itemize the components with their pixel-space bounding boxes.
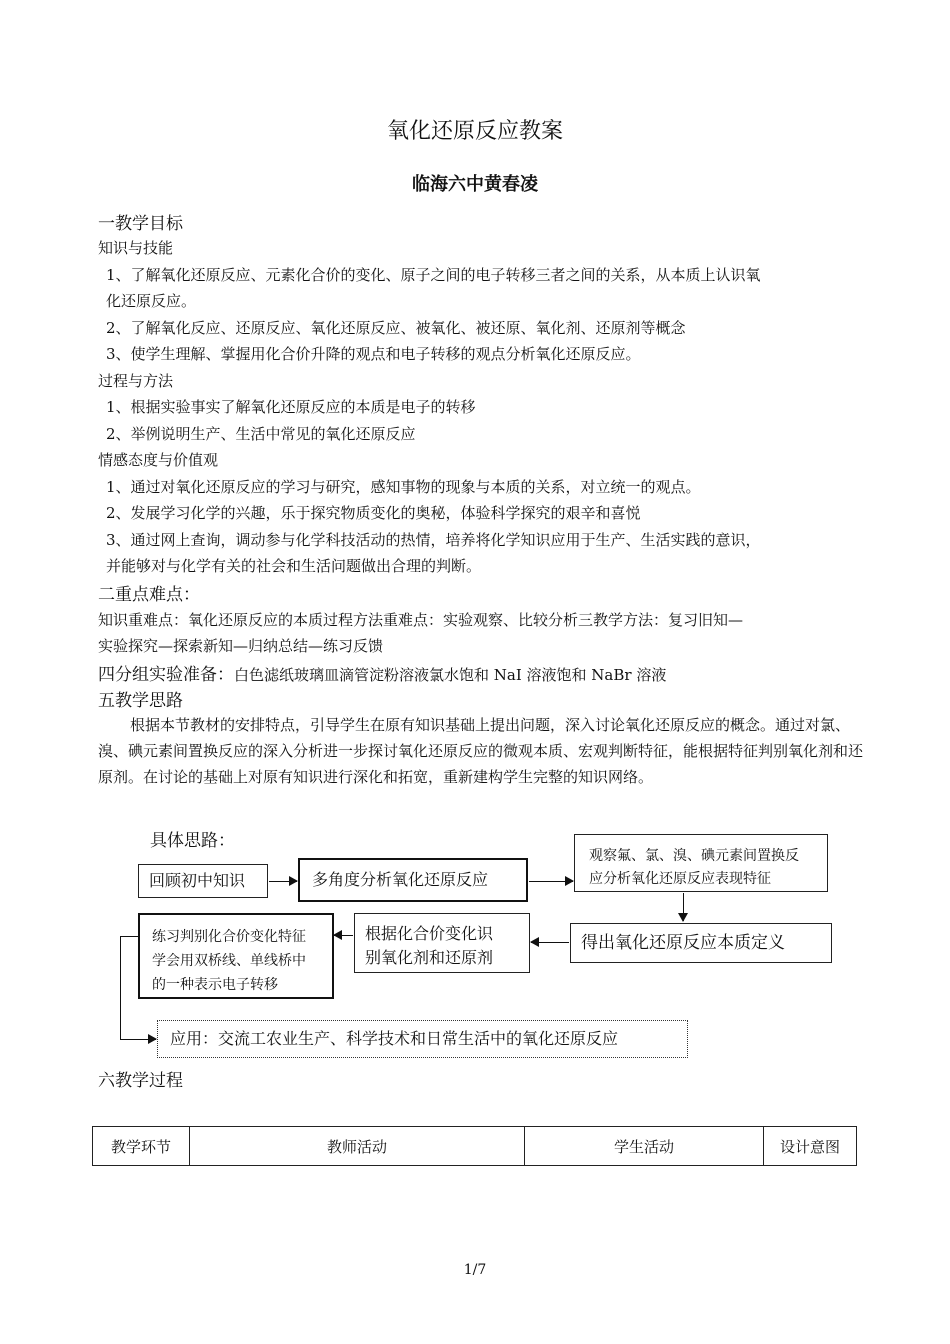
flow-box-identify-text-1: 根据化合价变化识: [365, 924, 494, 943]
table-header-cell: 教学环节: [93, 1127, 190, 1166]
objective-item: 1、通过对氧化还原反应的学习与研究，感知事物的现象与本质的关系，对立统一的观点。: [106, 478, 701, 496]
objective-item-cont: 并能够对与化学有关的社会和生活问题做出合理的判断。: [106, 557, 482, 575]
experiment-materials: 白色滤纸玻璃皿滴管淀粉溶液氯水饱和 NaI 溶液饱和 NaBr 溶液: [234, 666, 667, 684]
flow-box-practice-text-1: 练习判别化合价变化特征: [152, 929, 306, 945]
flow-box-analysis: [298, 858, 528, 902]
page-number: 1/7: [463, 1262, 487, 1278]
flow-box-practice-text-2: 学会用双桥线、单线桥中: [152, 953, 306, 969]
section-heading-objectives: 一教学目标: [98, 214, 183, 234]
flow-box-review: [138, 864, 268, 898]
flow-box-practice: [138, 913, 334, 999]
subheading-knowledge: 知识与技能: [98, 239, 174, 257]
flow-box-identify-text-2: 别氧化剂和还原剂: [365, 948, 494, 967]
flow-arrow: [529, 881, 573, 882]
flow-label: 具体思路：: [150, 831, 235, 851]
objective-item: 1、了解氧化还原反应、元素化合价的变化、原子之间的电子转移三者之间的关系，从本质上认识氧: [106, 266, 761, 284]
flow-connector: [120, 937, 121, 1040]
flow-arrow-left: [531, 942, 569, 943]
approach-paragraph-first: 根据本节教材的安排特点，引导学生在原有知识基础上提出问题，深入讨论氧化还原反应的概念。: [130, 716, 776, 734]
objective-item: 2、举例说明生产、生活中常见的氧化还原反应: [106, 425, 416, 443]
flow-arrow: [269, 881, 297, 882]
table-header-cell: 设计意图: [764, 1127, 857, 1166]
flow-box-identify: [354, 913, 530, 973]
flow-box-application-text: 应用：交流工农业生产、科学技术和日常生活中的氧化还原反应: [170, 1029, 619, 1048]
table-header-cell: 学生活动: [525, 1127, 764, 1166]
document-title: 氧化还原反应教案: [386, 119, 563, 144]
flow-arrow-left: [334, 935, 353, 936]
flow-box-observe-text-1: 观察氟、氯、溴、碘元素间置换反: [589, 848, 799, 864]
flow-box-analysis-text: 多角度分析氧化还原反应: [312, 870, 489, 889]
flow-box-practice-text-3: 的一种表示电子转移: [152, 977, 278, 993]
flow-box-observe: [574, 834, 828, 892]
objective-item: 3、通过网上查询，调动参与化学科技活动的热情，培养将化学知识应用于生产、生活实践的意识，: [106, 531, 761, 549]
flow-connector: [120, 936, 138, 937]
objective-item: 2、了解氧化反应、还原反应、氧化还原反应、被氧化、被还原、氧化剂、还原剂等概念: [106, 319, 686, 337]
key-points-text: 知识重难点：氧化还原反应的本质过程方法重难点：实验观察、比较分析三教学方法：复习旧知—: [98, 611, 744, 629]
table-header-row: [93, 1127, 857, 1166]
section-heading-approach: 五教学思路: [98, 691, 183, 711]
flow-arrow: [120, 1039, 156, 1040]
approach-paragraph-rest: 通过对氯、溴、碘元素间置换反应的深入分析进一步探讨氧化还原反应的微观本质、宏观判断特征，能根据特征判别氧化剂和还原剂。在讨论的基础上对原有知识进行深化和拓宽，重新建构学生完整的知识网络。: [98, 716, 864, 786]
experiment-prep-line: [98, 660, 666, 685]
flow-box-definition-text: 得出氧化还原反应本质定义: [581, 933, 785, 953]
subheading-attitude: 情感态度与价值观: [98, 451, 219, 469]
objective-item: 1、根据实验事实了解氧化还原反应的本质是电子的转移: [106, 398, 476, 416]
table-header-cell: 教师活动: [190, 1127, 525, 1166]
process-table: [92, 1126, 857, 1166]
objective-item: 3、使学生理解、掌握用化合价升降的观点和电子转移的观点分析氧化还原反应。: [106, 345, 641, 363]
subheading-process: 过程与方法: [98, 372, 174, 390]
section-heading-key-points: 二重点难点：: [98, 585, 200, 605]
flow-box-observe-text-2: 应分析氧化还原反应表现特征: [589, 871, 771, 887]
key-points-text-cont: 实验探究—探索新知—归纳总结—练习反馈: [98, 637, 384, 655]
section-heading-process: 六教学过程: [98, 1071, 183, 1091]
approach-paragraph: [98, 712, 864, 790]
section-heading-experiment: 四分组实验准备：: [98, 665, 234, 685]
author-line: 临海六中黄春凌: [412, 174, 538, 195]
objective-item: 2、发展学习化学的兴趣，乐于探究物质变化的奥秘，体验科学探究的艰辛和喜悦: [106, 504, 641, 522]
flow-box-review-text: 回顾初中知识: [149, 871, 246, 890]
flow-box-definition: [570, 923, 832, 963]
objective-item-cont: 化还原反应。: [106, 292, 197, 310]
flow-arrow-down: [683, 893, 684, 921]
flow-box-application: [157, 1020, 688, 1058]
